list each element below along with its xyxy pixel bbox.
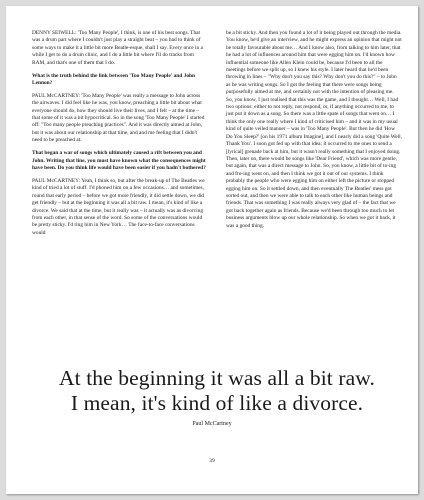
right-column bbox=[226, 30, 402, 348]
pull-quote-line: I mean, it's kind of like a divorce. bbox=[70, 391, 364, 415]
interview-question: That began a war of songs which ultimately caused a rift between you and John. Writing that line, you must have known what the consequences might have been. Do you think life would have been easier if you hadn't bothered? bbox=[32, 150, 206, 171]
paragraph: be a bit sticky. And then you found a lot of it being played out through the media. You know, he'd give an interview, and he might express an opinion that might not be totally favourable about me… And I know also, from talking to him later, that he had a lot of influences around him that were egging him on. I'd known how influential someone like Allen Klein could be, because I'd been to all the meetings before we split up, so I knew his style. I later heard that he'd been throwing in lines – "Why don't you say this? Why don't you do this?" – to John as he was writing songs. So I got the feeling that there were songs being purposefully aimed at me, and certainly not with the intention of pleasing me. So, you know, I just realised that this was the game, and I thought… Well, I had two options: either to not reply, not respond, or, if anything occurred to me, to just put it down as a song. So there was a little spate of songs that went on… I think the only one really where I kind of criticised him – and it was in my usual kind of quite veiled manner – was in 'Too Many People'. But then he did 'How Do You Sleep?' [on his 1971 album Imagine], and I nearly did a song 'Quite Well, Thank You'. I soon got fed up with that idea; it occurred to me ones to send a [lyrical] grenade back at him, but it wasn't really something that I enjoyed doing. Then, later on, there would be songs like 'Dear Friend', which was more gentle, but again, that was a direct message to John. So, you know, a little bit of to-ing and fro-ing went on, and then I think we got it out of our systems. I think probably the people who were egging him on either left the picture or stopped egging him on. So it settled down, and then eventually The Beatles' mess got sorted out, and then we were able to talk to each other like human beings and friends. That was something I was really always very glad of – the fact that we got back together again as friends. Because we'd been through too much to let business arguments blow up our whole relationship. So when we got it back, it was a good thing. bbox=[226, 30, 402, 229]
pull-quote-line: At the beginning it was all a bit raw. bbox=[59, 366, 375, 390]
pull-quote bbox=[32, 366, 402, 416]
interview-question: What is the truth behind the link between 'Too Many People' and John Lennon? bbox=[32, 72, 196, 86]
page-number: 39 bbox=[209, 458, 215, 464]
quote-attribution: Paul McCartney bbox=[192, 421, 232, 427]
paragraph: PAUL McCARTNEY: 'Too Many People' was really a message to John across the airwaves. I did feel like he was, you know, preaching a little bit about what everyone should do, how they should live their lives, and I felt – at the time – that some of it was a bit hypocritical. So in the song 'Too Many People' I started off: "Too many people preaching practices". And it was directly aimed at John, but it was about our relationship at that time, and and me feeling that I didn't need to be preached at. bbox=[32, 92, 205, 144]
book-page bbox=[6, 6, 418, 494]
paragraph: PAUL McCARTNEY: Yeah, I think so, but after the break-up of The Beatles we kind of tried a lot of stuff. I'd phoned him on a few occasions… and sometimes, round that early period – before we got more friendly, it did settle down, we did get friendly – but at the beginning it was all a bit raw. I mean, it's kind of like a divorce. We said that at the time, but it really was – it actually was as divorcing from each other, in that sense of the word. So some of the conversations would be pretty sticky. I'd ring him in New York… The face-to-face conversations would bbox=[32, 177, 205, 236]
paragraph: DENNY SEIWELL: 'Too Many People', I think, is one of his best songs. That was a drum part where I couldn't just play a straight beat – you had to think of some ways to make it a little bit more Beatle-esque, shall I say. Every once in a while I get to do a drum clinic, and I do a little bit where I'll do tracks from RAM, and that's one of them that I do. bbox=[32, 30, 203, 66]
text-columns bbox=[32, 30, 402, 348]
left-column bbox=[32, 30, 208, 348]
